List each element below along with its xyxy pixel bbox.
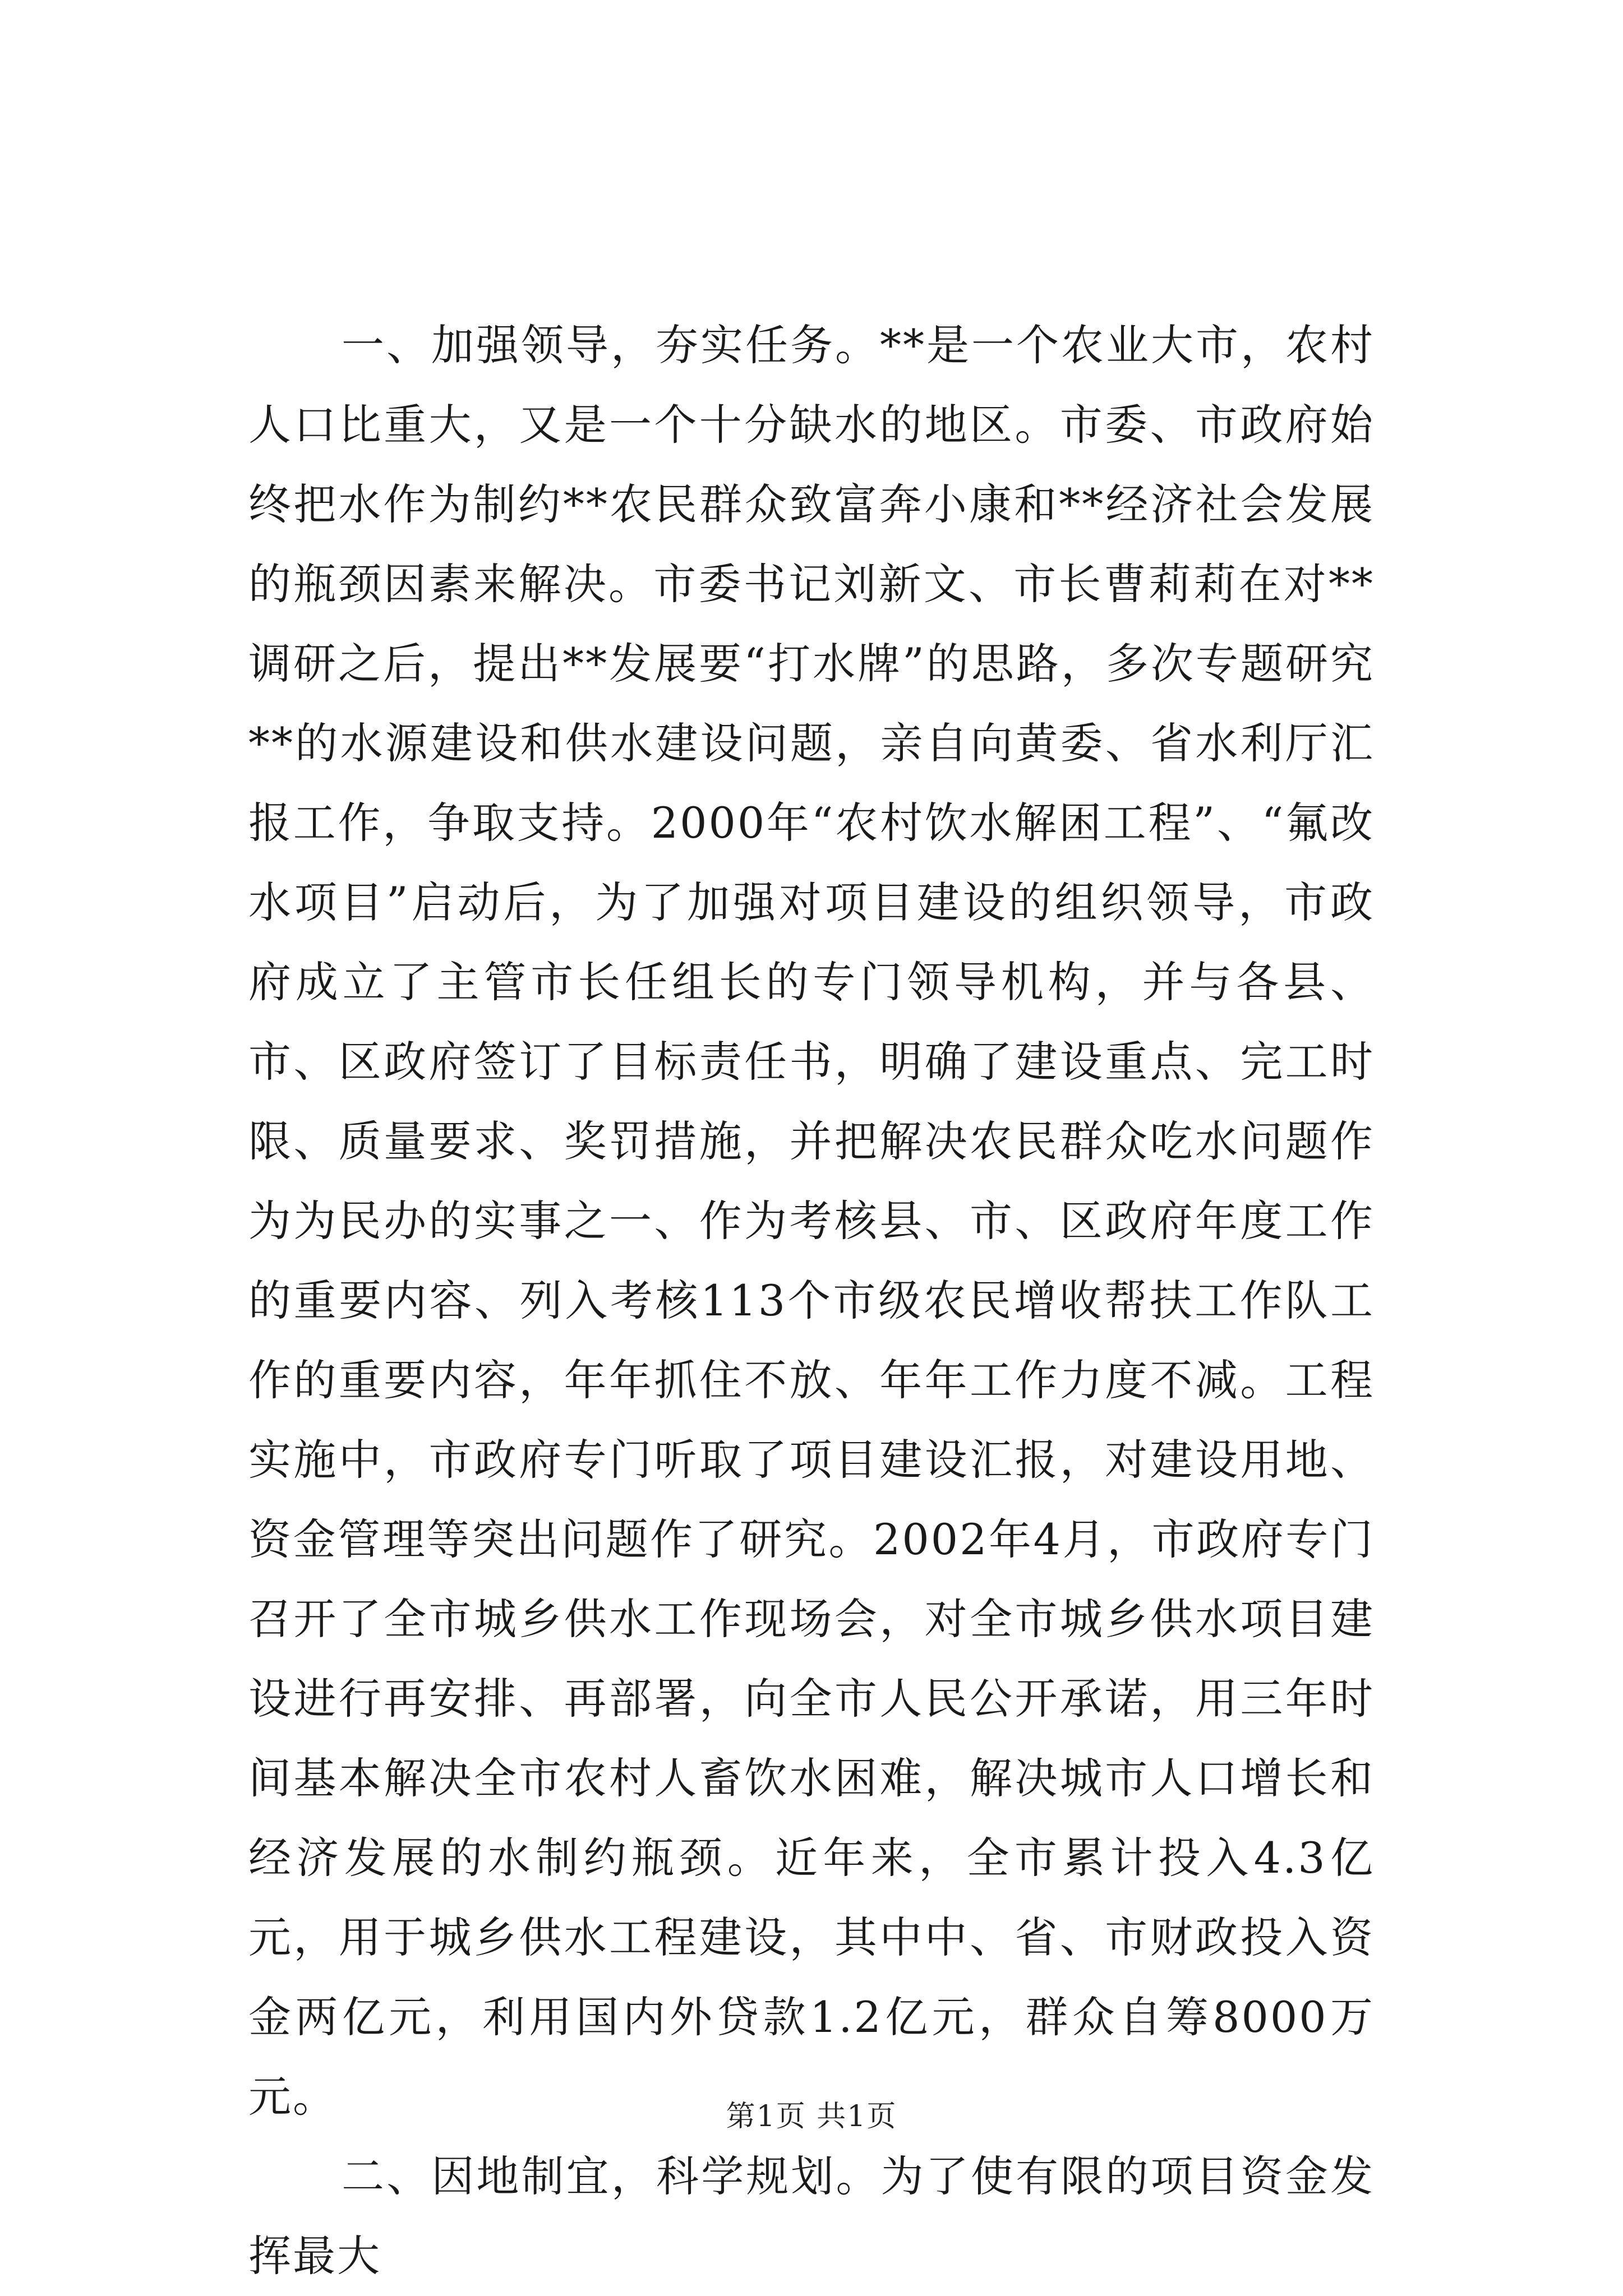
paragraph-1: 一、加强领导，夯实任务。**是一个农业大市，农村人口比重大，又是一个十分缺水的地区。市委、市政府始终把水作为制约**农民群众致富奔小康和**经济社会发展的瓶颈因素来解决。市委书记刘新文、市长曹莉莉在对**调研之后，提出**发展要“打水牌”的思路，多次专题研究**的水源建设和供水建设问题，亲自向黄委、省水利厅汇报工作，争取支持。2000年“农村饮水解困工程”、“氟改水项目”启动后，为了加强对项目建设的组织领导，市政府成立了主管市长任组长的专门领导机构，并与各县、市、区政府签订了目标责任书，明确了建设重点、完工时限、质量要求、奖罚措施，并把解决农民群众吃水问题作为为民办的实事之一、作为考核县、市、区政府年度工作的重要内容、列入考核113个市级农民增收帮扶工作队工作的重要内容，年年抓住不放、年年工作力度不减。工程实施中，市政府专门听取了项目建设汇报，对建设用地、资金管理等突出问题作了研究。2002年4月，市政府专门召开了全市城乡供水工作现场会，对全市城乡供水项目建设进行再安排、再部署，向全市人民公开承诺，用三年时间基本解决全市农村人畜饮水困难，解决城市人口增长和经济发展的水制约瓶颈。近年来，全市累计投入4.3亿元，用于城乡供水工程建设，其中中、省、市财政投入资金两亿元，利用国内外贷款1.2亿元，群众自筹8000万元。 [248, 320, 1375, 2122]
paragraph-2: 二、因地制宜，科学规划。为了使有限的项目资金发挥最大 [248, 2151, 1375, 2281]
document-body [248, 306, 1375, 2296]
page-footer: 第1页 共1页 [726, 2100, 897, 2133]
